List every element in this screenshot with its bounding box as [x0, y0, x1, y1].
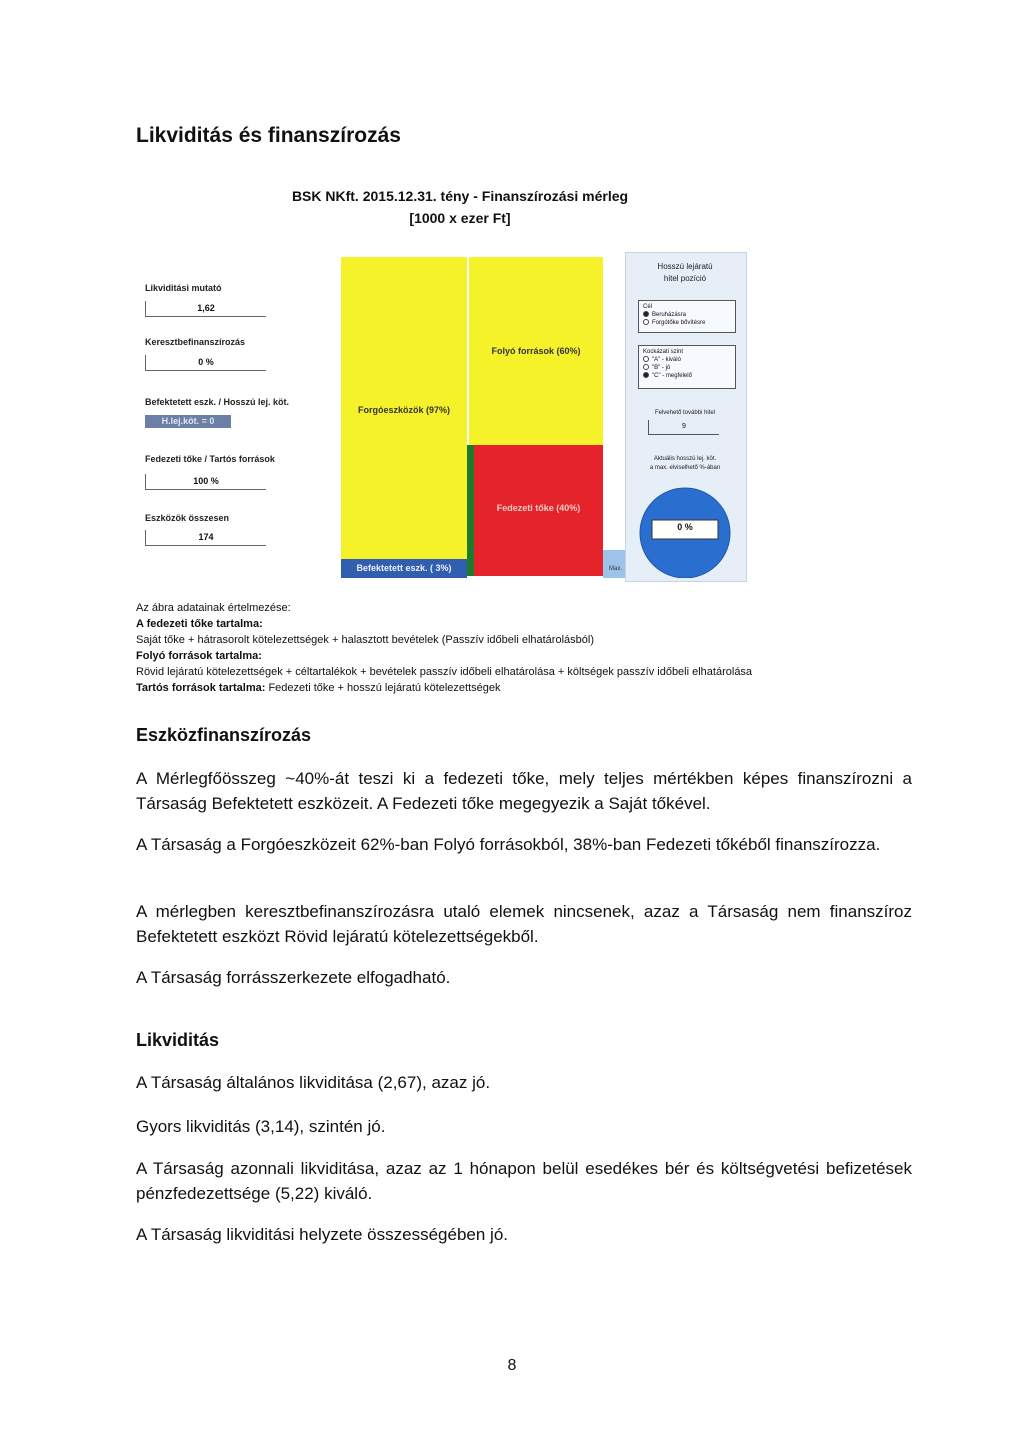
gauge-value: 0 %	[677, 522, 693, 532]
explanation	[136, 600, 926, 696]
kockazati-group	[638, 345, 736, 389]
cel-option-beruhazas[interactable]: Beruházásra	[643, 311, 735, 319]
kockazati-option-b[interactable]: "B" - jó	[643, 364, 735, 372]
figure-subtitle: [1000 x ezer Ft]	[409, 210, 511, 226]
page-heading: Likviditás és finanszírozás	[136, 124, 401, 147]
aktualis-label-1: Aktuális hosszú lej. köt.	[653, 456, 717, 462]
section1-paragraph-3: A mérlegben keresztbefinanszírozásra utaló elemek nincsenek, azaz a Társaság nem finanszíroz Befektetett eszközt Rövid lejáratú kötelezettségekből.	[136, 902, 912, 946]
eszkozok-value: 174	[145, 530, 266, 546]
cel-label: Cél	[643, 304, 653, 310]
kockazati-option-c[interactable]: "C" - megfelelő	[643, 372, 735, 380]
fedezeti-toke-block-label: Fedezeti tőke (40%)	[496, 503, 581, 513]
fedezeti-text: Saját tőke + hátrasorolt kötelezettségek + halasztott bevételek (Passzív időbeli elhatárolásból)	[136, 634, 594, 646]
befektetett-eszk-label: Befektetett eszk. ( 3%)	[356, 563, 452, 573]
section2-paragraph-3: A Társaság azonnali likviditása, azaz az 1 hónapon belül esedékes bér és költségvetési befizetések pénzfedezettsége (5,22) kiváló.	[136, 1159, 912, 1203]
section1-paragraph-2: A Társaság a Forgóeszközeit 62%-ban Folyó forrásokból, 38%-ban Fedezeti tőkéből finanszírozza.	[136, 835, 881, 854]
aktualis-label-2: a max. elviselhető %-ában	[649, 465, 721, 471]
folyo-text: Rövid lejáratú kötelezettségek + céltartalékok + bevételek passzív időbeli elhatárolása + költségek passzív időbeli elhatárolása	[136, 666, 753, 678]
radio-icon[interactable]	[643, 356, 649, 362]
cel-option-forgotoke[interactable]: Forgótőke bővítésre	[643, 319, 735, 327]
tartos-heading: Tartós források tartalma:	[136, 682, 266, 694]
likviditasi-mutato-value: 1,62	[145, 301, 266, 317]
section-heading-eszkozfinanszirozas: Eszközfinanszírozás	[136, 725, 312, 745]
panel-subtitle: hitel pozíció	[663, 274, 707, 283]
eszkozok-label: Eszközök összesen	[145, 513, 230, 523]
green-divider	[467, 445, 474, 576]
section2-paragraph-4: A Társaság likviditási helyzete összességében jó.	[136, 1225, 508, 1244]
panel-title: Hosszú lejáratú	[657, 262, 713, 271]
radio-icon[interactable]	[643, 319, 649, 325]
section2-paragraph-2: Gyors likviditás (3,14), szintén jó.	[136, 1117, 386, 1136]
explanation-intro: Az ábra adatainak értelmezése:	[136, 602, 291, 614]
kockazati-option-a[interactable]: "A" - kiváló	[643, 356, 735, 364]
befektetett-label: Befektetett eszk. / Hosszú lej. köt.	[145, 397, 290, 407]
befektetett-value: H.lej.köt. = 0	[145, 415, 231, 428]
keresztbefinanszirozas-value: 0 %	[145, 355, 266, 371]
page-number: 8	[507, 1357, 517, 1374]
radio-icon[interactable]	[643, 364, 649, 370]
section-heading-likviditas: Likviditás	[136, 1030, 220, 1050]
likviditasi-mutato-label: Likviditási mutató	[145, 283, 222, 293]
tartos-text: Fedezeti tőke + hosszú lejáratú kötelezettségek	[268, 682, 501, 694]
radio-selected-icon[interactable]	[643, 372, 649, 378]
folyo-forrasok-label: Folyó források (60%)	[491, 346, 581, 356]
felveheto-label: Felvehető további hitel	[654, 410, 716, 416]
cel-group	[638, 300, 736, 333]
radio-selected-icon[interactable]	[643, 311, 649, 317]
kockazati-label: Kockázati szint	[643, 349, 684, 355]
forgoeszkozok-label: Forgóeszközök (97%)	[357, 405, 451, 415]
tartos-row	[136, 680, 926, 696]
section2-paragraph-1: A Társaság általános likviditása (2,67), azaz jó.	[136, 1073, 491, 1092]
max-bar	[603, 550, 625, 578]
folyo-heading: Folyó források tartalma:	[136, 650, 262, 662]
section1-paragraph-1: A Mérlegfőösszeg ~40%-át teszi ki a fedezeti tőke, mely teljes mértékben képes finanszírozni a Társaság Befektetett eszközeit. A Fedezeti tőke megegyezik a Saját tőkével.	[136, 769, 912, 813]
fedezeti-heading: A fedezeti tőke tartalma:	[136, 618, 263, 630]
felveheto-value: 9	[648, 420, 719, 435]
keresztbefinanszirozas-label: Keresztbefinanszírozás	[145, 337, 246, 347]
fedezeti-toke-label: Fedezeti tőke / Tartós források	[145, 454, 275, 464]
figure-title: BSK NKft. 2015.12.31. tény - Finanszírozási mérleg	[291, 188, 629, 204]
max-label: Max.	[609, 566, 623, 572]
section1-paragraph-4: A Társaság forrásszerkezete elfogadható.	[136, 968, 451, 987]
fedezeti-toke-value: 100 %	[145, 474, 266, 490]
